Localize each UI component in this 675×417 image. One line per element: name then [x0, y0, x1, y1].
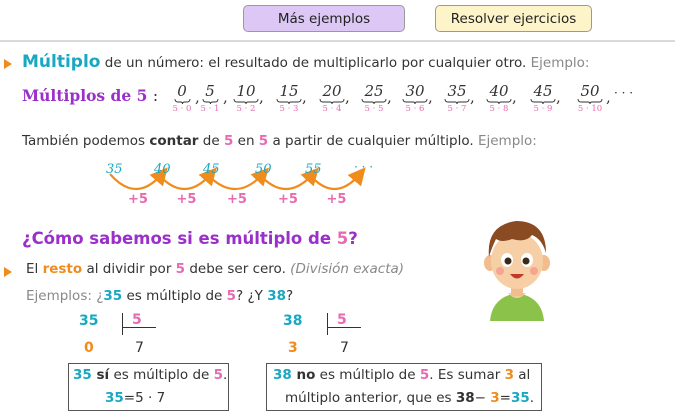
sequence-value: 35 [106, 162, 123, 177]
multiples-label: Múltiplos de 5 : [22, 86, 159, 105]
multiple-value: 0 [177, 82, 187, 100]
sequence-value: 55 [305, 162, 322, 177]
division-bracket [327, 313, 328, 335]
multiple-item [275, 84, 303, 114]
remainder: 0 [84, 340, 94, 356]
multiple-value: 25 [364, 82, 384, 100]
multiple-item [360, 84, 388, 114]
step-label: +5 [176, 192, 197, 207]
multiple-item [232, 84, 260, 114]
boy-illustration [476, 213, 558, 321]
comma-separator: , [606, 88, 611, 106]
count-line: También podemos contar de 5 en 5 a partir de cualquier múltiplo. Ejemplo: [22, 133, 537, 149]
comma-separator: , [512, 88, 517, 106]
question-heading: ¿Cómo sabemos si es múltiplo de 5? [22, 229, 358, 248]
step-label: +5 [128, 192, 148, 207]
multiple-item [168, 84, 196, 114]
multiple-item [443, 84, 471, 114]
multiple-product: 5 · 0 [172, 104, 192, 114]
definition-example-label: Ejemplo: [526, 55, 590, 71]
dividend: 38 [283, 313, 303, 329]
quotient: 7 [340, 340, 349, 356]
remainder: 3 [288, 340, 298, 356]
division-bracket [122, 313, 123, 335]
multiple-product: 5 · 1 [200, 104, 220, 114]
divisor: 5 [337, 312, 347, 328]
multiple-item [573, 84, 607, 114]
comma-separator: , [195, 88, 200, 106]
divisor: 5 [132, 312, 142, 328]
sequence-value: 40 [154, 162, 171, 177]
multiple-product: 5 · 3 [279, 104, 299, 114]
ellipsis: · · · [614, 86, 634, 100]
more-examples-button[interactable]: Más ejemplos [243, 5, 405, 32]
multiple-value: 45 [533, 82, 553, 100]
multiple-value: 15 [279, 82, 299, 100]
dividend: 35 [79, 313, 99, 329]
term-multiplo: Múltiplo [22, 52, 101, 72]
multiple-value: 30 [405, 82, 425, 100]
comma-separator: , [556, 88, 561, 106]
header-divider [0, 40, 675, 42]
comma-separator: , [470, 88, 475, 106]
definition-text: de un número: el resultado de multiplicarlo por cualquier otro. [100, 55, 527, 71]
multiple-product: 5 · 2 [236, 104, 256, 114]
multiple-value: 20 [322, 82, 342, 100]
multiple-product: 5 · 10 [577, 104, 603, 114]
multiple-item [529, 84, 557, 114]
multiple-item [401, 84, 429, 114]
multiple-product: 5 · 9 [533, 104, 553, 114]
multiple-item [196, 84, 224, 114]
multiple-product: 5 · 6 [405, 104, 425, 114]
bullet-arrow-icon [4, 59, 12, 69]
comma-separator: , [302, 88, 307, 106]
examples-line: Ejemplos: ¿35 es múltiplo de 5? ¿Y 38? [26, 288, 294, 304]
multiple-value: 10 [236, 82, 256, 100]
multiple-item [485, 84, 513, 114]
sequence-value: 50 [255, 162, 272, 177]
comma-separator: , [387, 88, 392, 106]
multiple-value: 40 [489, 82, 509, 100]
multiple-product: 5 · 8 [489, 104, 509, 114]
sequence-ellipsis: · · · [354, 160, 374, 174]
bullet-arrow-icon [4, 267, 12, 277]
comma-separator: , [223, 88, 228, 106]
multiple-item [318, 84, 346, 114]
multiple-value: 5 [205, 82, 215, 100]
step-label: +5 [278, 192, 298, 207]
multiple-value: 50 [580, 82, 600, 100]
comma-separator: , [428, 88, 433, 106]
step-label: +5 [326, 192, 347, 207]
multiple-product: 5 · 4 [322, 104, 342, 114]
rule-line: El resto al dividir por 5 debe ser cero. (División exacta) [26, 261, 405, 277]
result-box-35: 35 sí es múltiplo de 5. 35=5 · 7 [68, 363, 229, 411]
multiple-value: 35 [447, 82, 467, 100]
step-label: +5 [227, 192, 247, 207]
result-box-38: 38 no es múltiplo de 5. Es sumar 3 al múltiplo anterior, que es 38− 3=35. [266, 363, 542, 411]
sequence-value: 45 [203, 162, 220, 177]
definition-line [22, 52, 589, 72]
comma-separator: , [345, 88, 350, 106]
quotient: 7 [135, 340, 144, 356]
solve-exercises-button[interactable]: Resolver ejercicios [435, 5, 592, 32]
comma-separator: , [259, 88, 264, 106]
multiple-product: 5 · 7 [447, 104, 467, 114]
multiple-product: 5 · 5 [364, 104, 384, 114]
